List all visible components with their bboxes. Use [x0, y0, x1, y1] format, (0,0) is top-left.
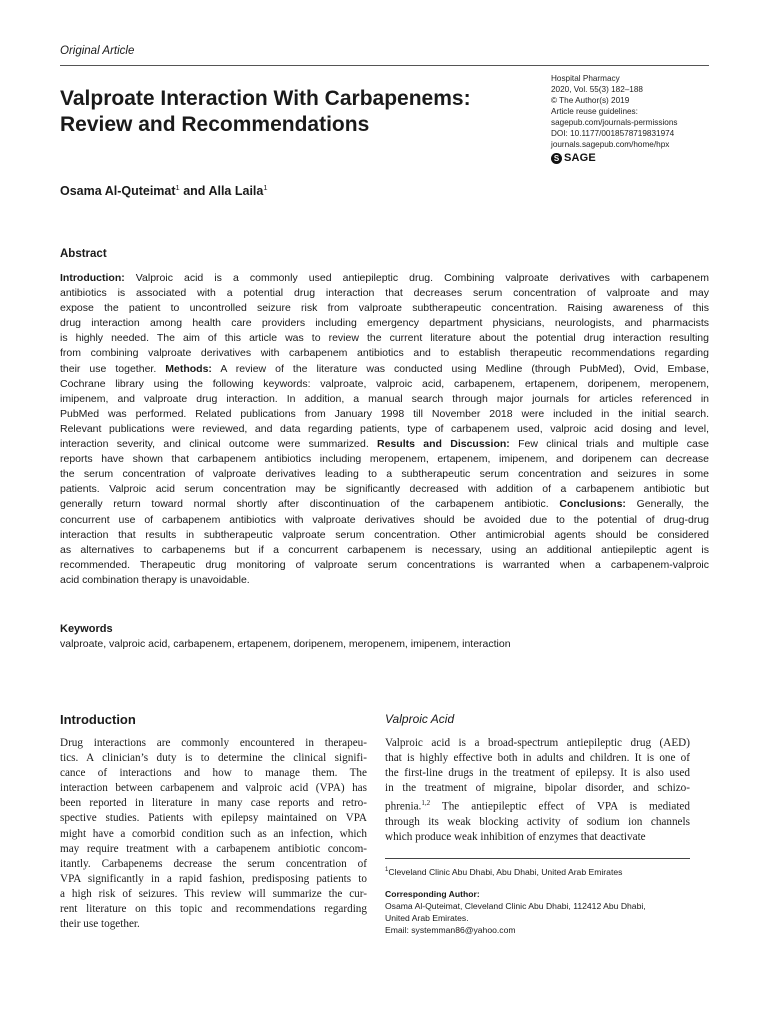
journal-volume: 2020, Vol. 55(3) 182–188 [551, 85, 643, 94]
author-affiliation-mark: 1 [263, 183, 268, 192]
text-run: recommended. Therapeutic drug monitoring of valproate serum concentrations is warranted when a carbapenem-valproic [60, 558, 709, 571]
abstract-line [60, 422, 709, 437]
abstract-line [60, 543, 709, 558]
valproic-acid-line [385, 796, 690, 815]
abstract-line [60, 271, 709, 286]
text-run: the first-line drugs in the treatment of epilepsy. It is also used [385, 767, 690, 780]
valproic-acid-line [385, 766, 690, 781]
introduction-line: itantly. Carbapenems decrease the serum concentration of [60, 857, 367, 870]
text-run: patients. Valproic acid serum concentration may be significantly decreased with addition of a carbapenem antibiotic but [60, 483, 709, 496]
abstract-line [60, 286, 709, 301]
text-run: Generally, the [625, 498, 709, 511]
header-divider [60, 65, 709, 66]
section-label: Results and Discussion: [377, 438, 510, 451]
text-run: concurrent use of carbapenem antibiotics with valproate derivatives should be avoided due to the potential of drug-drug [60, 513, 709, 526]
text-run: phrenia. [385, 801, 422, 814]
introduction-line: their use together. [60, 918, 140, 931]
corresponding-author-line: Osama Al-Quteimat, Cleveland Clinic Abu Dhabi, 112412 Abu Dhabi, [385, 900, 646, 911]
introduction-line: might have a comorbid condition such as an infection, which [60, 827, 367, 840]
abstract-line [60, 316, 709, 331]
abstract-line [60, 362, 709, 377]
introduction-line: interaction between carbapenem and valproic acid (VPA) has [60, 782, 367, 795]
abstract-line [60, 482, 709, 497]
affiliation-footnote-mark: 1 [385, 867, 389, 873]
footnote-divider [385, 858, 690, 859]
text-run: interaction that results in subtherapeutic valproate serum concentration. Other antimicrobial agents should be considered [60, 528, 709, 541]
text-run: expose the patient to uncontrolled seizure risk from valproate subtherapeutic concentration. Raising awareness of this [60, 302, 709, 315]
introduction-line: a high risk of seizures. This review will summarize the cur- [60, 887, 367, 900]
introduction-line: tics. A clinician’s duty is to determine the clinical signifi- [60, 752, 367, 765]
abstract-line [60, 407, 709, 422]
journal-name: Hospital Pharmacy [551, 74, 620, 83]
text-run: Valproic acid is a commonly used antiepileptic drug. Combining valproate derivatives with carbapenem [124, 272, 709, 284]
valproic-acid-line [385, 815, 690, 830]
introduction-line: been reported in literature in many case reports and retro- [60, 797, 367, 810]
author-name: Alla Laila [208, 184, 264, 199]
section-label: Conclusions: [559, 498, 626, 511]
abstract-heading: Abstract [60, 248, 107, 260]
text-run: Few clinical trials and multiple case [509, 438, 709, 451]
introduction-line: cance of interactions and how to manage them. The [60, 767, 367, 780]
text-run: generally return toward normal shortly after discontinuation of the carbapenem antibiotic. [60, 498, 560, 511]
valproic-acid-line [385, 751, 690, 766]
text-run: as alternatives to carbapenems but if a concurrent carbapenem is necessary, using an additional antiepileptic agent is [60, 543, 709, 556]
section-label: Methods: [165, 362, 212, 375]
corresponding-author-email[interactable]: Email: systemman86@yahoo.com [385, 924, 516, 935]
abstract-body [60, 271, 709, 588]
section-label: Introduction: [60, 272, 125, 284]
journal-info [551, 73, 721, 164]
abstract-line [60, 513, 709, 528]
introduction-heading: Introduction [60, 712, 136, 727]
affiliation-text: Cleveland Clinic Abu Dhabi, Abu Dhabi, United Arab Emirates [388, 866, 623, 877]
text-run: through its weak blocking activity of sodium ion channels [385, 816, 690, 829]
keywords-list: valproate, valproic acid, carbapenem, ertapenem, doripenem, meropenem, imipenem, interaction [60, 638, 511, 650]
journal-homepage-link[interactable]: journals.sagepub.com/home/hpx [551, 140, 670, 149]
valproic-acid-line [385, 830, 690, 845]
doi-link[interactable]: DOI: 10.1177/0018578719831974 [551, 129, 675, 138]
text-run: antibiotics is associated with a potential drug interaction that decreases serum concentration of valproate and may [60, 287, 709, 300]
title-line: Valproate Interaction With Carbapenems: [60, 87, 471, 110]
citation-mark: 1,2 [421, 799, 431, 808]
valproic-acid-heading: Valproic Acid [385, 712, 455, 726]
text-run: A review of the literature was conducted using Medline (through PubMed), Ovid, Embase, [211, 362, 709, 375]
text-run: interaction severity, and clinical outcome were summarized. [60, 438, 378, 451]
introduction-line: rent literature on this topic and recommendations regarding [60, 903, 367, 916]
introduction-line: spective studies. Patients with epilepsy maintained on VPA [60, 812, 367, 825]
abstract-line [60, 392, 709, 407]
text-run: that is highly effective both in adults and children. It is one of [385, 752, 690, 765]
abstract-line [60, 452, 709, 467]
article-type-label: Original Article [60, 45, 135, 57]
text-run: reports have shown that carbapenem antibiotics including meropenem, ertapenem, imipenem, and doripenem can decrease [60, 453, 709, 466]
text-run: Cochrane library using the following keywords: valproate, valproic acid, carbapenem, ertapenem, doripenem, meropenem, [60, 377, 709, 390]
text-run: their use together. [60, 362, 166, 375]
author-joiner: and [183, 184, 206, 199]
text-run: PubMed was performed. Related publications from January 1998 till November 2018 were included in the initial search. [60, 407, 709, 420]
abstract-line [60, 331, 709, 346]
introduction-body [60, 736, 367, 932]
abstract-line [60, 346, 709, 361]
text-run: The antiepileptic effect of VPA is mediated [430, 801, 690, 814]
abstract-line [60, 377, 709, 392]
text-run: imipenem, and valproate drug interaction. In addition, a manual search through major journals for articles referenced in [60, 392, 709, 405]
abstract-line [60, 437, 709, 452]
text-run: from combining valproate derivatives with carbapenem antibiotics and to establish therapeutic recommendations regarding [60, 347, 709, 360]
text-run: drug interaction among health care providers including emergency department physicians, neurologists, and pharmacists [60, 317, 709, 330]
abstract-line [60, 528, 709, 543]
footnotes [385, 864, 705, 936]
text-run: acid combination therapy is unavoidable. [60, 573, 250, 586]
abstract-line [60, 558, 709, 573]
text-run: in the treatment of migraine, bipolar disorder, and schizo- [385, 782, 690, 795]
valproic-acid-line [385, 736, 690, 751]
text-run: Valproic acid is a broad-spectrum antiepileptic drug (AED) [385, 737, 690, 749]
abstract-line [60, 497, 709, 512]
valproic-acid-line [385, 781, 690, 796]
keywords-heading: Keywords [60, 623, 113, 635]
introduction-line: VPA significantly in a rapid fashion, predisposing patients to [60, 872, 367, 885]
introduction-line: Drug interactions are commonly encountered in therapeu- [60, 737, 367, 749]
introduction-line: may require treatment with a carbapenem antibiotic concom- [60, 842, 367, 855]
text-run: is highly needed. The aim of this article was to review the current literature about the potential drug interaction resulting [60, 332, 709, 345]
sage-logo [551, 153, 721, 164]
reuse-label: Article reuse guidelines: [551, 107, 638, 116]
text-run: which produce weak inhibition of enzymes that deactivate [385, 831, 646, 844]
corresponding-author-heading: Corresponding Author: [385, 888, 480, 899]
permissions-link[interactable]: sagepub.com/journals-permissions [551, 118, 678, 127]
author-name: Osama Al-Quteimat [60, 184, 176, 199]
author-affiliation-mark: 1 [175, 183, 180, 192]
sage-logo-icon: S [551, 153, 562, 164]
text-run: Relevant publications were reviewed, and data regarding patients, type of carbapenem used, valproic acid dosing and level, [60, 422, 709, 435]
title-line: Review and Recommendations [60, 113, 370, 136]
corresponding-author-line: United Arab Emirates. [385, 912, 469, 923]
valproic-acid-body [385, 736, 690, 845]
abstract-line [60, 301, 709, 316]
article-title [60, 86, 540, 138]
publisher-logo-text: SAGE [564, 152, 596, 164]
affiliation-footnote [385, 864, 705, 878]
copyright-line: © The Author(s) 2019 [551, 96, 630, 105]
abstract-line [60, 573, 709, 588]
author-list [60, 183, 268, 198]
text-run: the serum concentration of valproate derivatives leading to a subtherapeutic serum concentration and seizures in some [60, 468, 709, 481]
abstract-line [60, 467, 709, 482]
